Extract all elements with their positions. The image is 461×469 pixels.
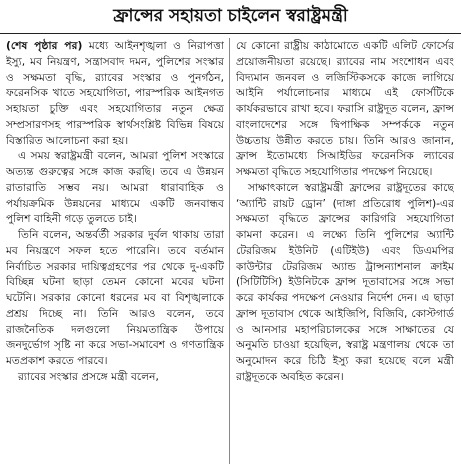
paragraph: [236, 180, 454, 385]
paragraph: [236, 38, 454, 180]
paragraph-text: এ সময় স্বরাষ্ট্রমন্ত্রী বলেন, আমরা পুলিশ সংস্কারে অত্যন্ত গুরুত্বের সঙ্গে কাজ করছি। তবে এ উন্নয়ন রাতারাতি সম্ভব নয়। আমরা ধারাবাহিক ও পর্যায়ক্রমিক উন্নয়নের মাধ্যমে একটি জনবান্ধব পুলিশ বাহিনী গড়ে তুলতে চাই।: [6, 149, 224, 226]
paragraph: [6, 227, 224, 369]
continuation-marker: (শেষ পৃষ্ঠার পর): [6, 39, 83, 52]
paragraph: [6, 38, 224, 148]
column-divider: [229, 38, 230, 464]
paragraph-text: র‌্যাবের সংস্কার প্রসঙ্গে মন্ত্রী বলেন,: [18, 369, 159, 383]
headline: ফ্রান্সের সহায়তা চাইলেন স্বরাষ্ট্রমন্ত্রী: [0, 0, 461, 34]
paragraph-text: সাক্ষাৎকালে স্বরাষ্ট্রমন্ত্রী ফ্রান্সের রাষ্ট্রদূতের কাছে ‘অ্যান্টি রায়ট ড্রোন’ (দাঙ্গা প্রতিরোধ পুলিশ)-এর সক্ষমতা বৃদ্ধিতে ফ্রান্সের কারিগরি সহযোগিতা কামনা করেন। এ লক্ষ্যে তিনি পুলিশের অ্যান্টি টেররিজম ইউনিট (এটিইউ) এবং ডিএমপির কাউন্টার টেররিজম অ্যান্ড ট্রান্সন্যাশনাল ক্রাইম (সিটিটিসি) ইউনিটকে ফ্রান্স দূতাবাসের সঙ্গে সভা করে কার্যকর পদক্ষেপ নেওয়ার নির্দেশ দেন। এ ছাড়া ফ্রান্স দূতাবাস থেকে আইজিপি, বিজিবি, কোস্টগার্ড ও আনসার মহাপরিচালকের সঙ্গে সাক্ষাতের যে অনুমতি চাওয়া হয়েছিল, স্বরাষ্ট্র মন্ত্রণালয় থেকে তা অনুমোদন করে চিঠি ইস্যু করা হয়েছে বলে মন্ত্রী রাষ্ট্রদূতকে অবহিত করেন।: [236, 180, 454, 383]
paragraph-text: যে কোনো রাষ্ট্রীয় কাঠামোতে একটি এলিট ফোর্সের প্রয়োজনীয়তা রয়েছে। র‌্যাবের নাম সংশোধন এবং বিদ্যমান জনবল ও লজিস্টিকসকে কাজে লাগিয়ে আইনি পর্যালোচনার মাধ্যমে এই ফোর্সটিকে কার্যকরভাবে রাখা হবে। ফরাসি রাষ্ট্রদূত বলেন, ফ্রান্স বাংলাদেশের সঙ্গে দ্বিপাক্ষিক সম্পর্ককে নতুন উচ্চতায় উন্নীত করতে চায়। তিনি আরও জানান, ফ্রান্স ইতোমধ্যে সিআইডির ফরেনসিক ল্যাবের সক্ষমতা বৃদ্ধিতে সহযোগিতার পদক্ষেপ নিয়েছে।: [236, 39, 454, 178]
right-column: [236, 38, 454, 385]
paragraph: [6, 148, 224, 227]
left-column: [6, 38, 224, 385]
paragraph: [6, 369, 224, 385]
paragraph-text: তিনি বলেন, অন্তর্বর্তী সরকার দুর্বল থাকায় তারা মব নিয়ন্ত্রণে সফল হতে পারেনি। তবে বর্তমান নির্বাচিত সরকার দায়িত্বগ্রহণের পর থেকে দু-একটি বিচ্ছিন্ন ঘটনা ছাড়া তেমন কোনো মবের ঘটনা ঘটেনি। সরকার কোনো ধরনের মব বা বিশৃঙ্খলাকে প্রশ্রয় দিচ্ছে না। তিনি আরও বলেন, তবে রাজনৈতিক দলগুলো নিয়মতান্ত্রিক উপায়ে জনদুর্ভোগ সৃষ্টি না করে সভা-সমাবেশ ও গণতান্ত্রিক মতপ্রকাশ করতে পারবে।: [6, 228, 224, 367]
paragraph-text: মধ্যে আইনশৃঙ্খলা ও নিরাপত্তা ইস্যু, মব নিয়ন্ত্রণ, সন্ত্রাসবাদ দমন, পুলিশের সংস্কার ও সক্ষমতা বৃদ্ধি, র‌্যাবের সংস্কার ও পুনর্গঠন, ফরেনসিক খাতে সহযোগিতা, পারস্পরিক আইনগত সহায়তা চুক্তি এবং সহযোগিতার নতুন ক্ষেত্র সম্প্রসারণসহ পারস্পরিক স্বার্থসংশ্লিষ্ট বিভিন্ন বিষয়ে বিস্তারিত আলোচনা করা হয়।: [6, 39, 224, 147]
